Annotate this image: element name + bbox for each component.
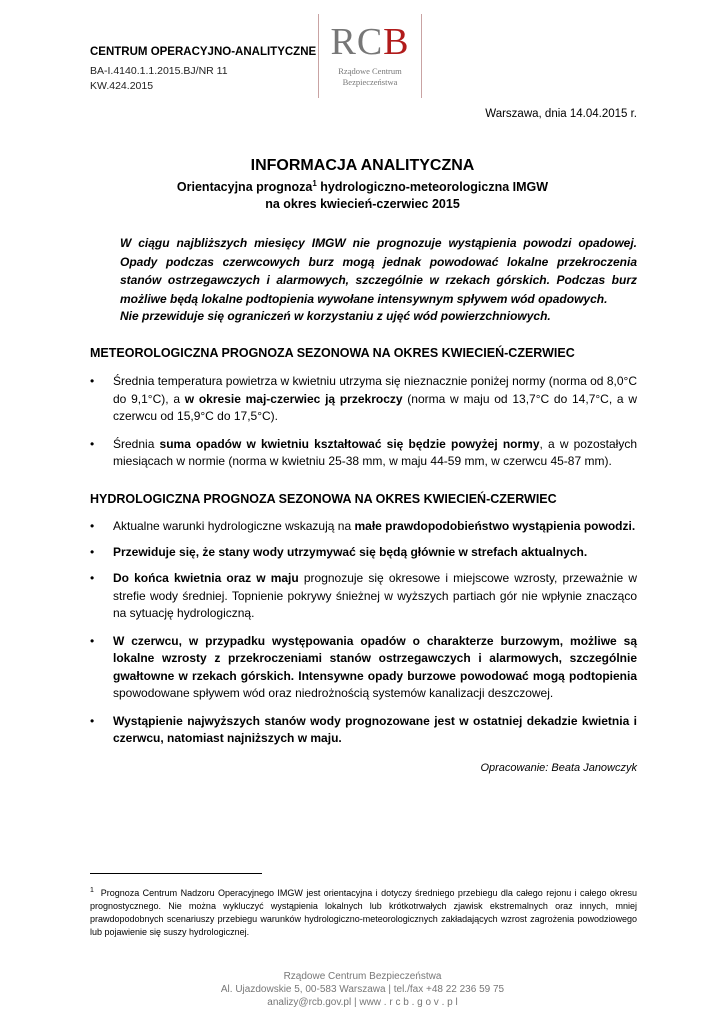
rcb-logo xyxy=(318,14,422,98)
meteo-item2-text-a: Średnia xyxy=(113,436,160,451)
page-footer xyxy=(0,970,725,1009)
document-title: INFORMACJA ANALITYCZNA xyxy=(250,157,475,174)
list-item xyxy=(90,373,637,426)
hydro-item3-text: prognozuje się okresowe i miejscowe wzrosty, przeważnie w strefie wody średniej. Topnienie pokrywy śnieżnej w wyższych partiach gór nie wpłynie znacząco na sytuację hydrologiczną. xyxy=(113,571,638,620)
subtitle-line1b: hydrologiczno-meteorologiczna IMGW xyxy=(316,180,549,195)
case-number: KW.424.2015 xyxy=(90,80,154,92)
footnote-divider xyxy=(90,873,262,874)
hydro-item4-text: spowodowane spływem wód oraz niedrożnością systemów kanalizacji deszczowej. xyxy=(113,686,554,700)
meteo-section-heading: METEOROLOGICZNA PROGNOZA SEZONOWA NA OKRES KWIECIEŃ-CZERWIEC xyxy=(90,346,575,360)
list-item xyxy=(90,633,637,703)
date-line: Warszawa, dnia 14.04.2015 r. xyxy=(485,108,637,120)
hydro-bullet-list xyxy=(90,518,637,748)
hydro-item3-bold: Do końca kwietnia oraz w maju xyxy=(113,571,299,585)
footnote xyxy=(90,884,637,939)
bullet-glyph: • xyxy=(90,544,95,559)
logo-mark-rc: RC xyxy=(330,21,384,63)
meteo-item2-bold: suma opadów w kwietniu kształtować się będzie powyżej normy xyxy=(159,436,540,451)
meteo-bullet-list xyxy=(90,373,637,471)
footnote-mark: 1 xyxy=(90,887,94,894)
footer-address: Al. Ujazdowskie 5, 00-583 Warszawa | tel./fax +48 22 236 59 75 xyxy=(220,984,505,995)
logo-subtitle-line2: Bezpieczeństwa xyxy=(342,77,398,87)
subtitle-line1a: Orientacyjna prognoza xyxy=(176,180,313,195)
organization-name: CENTRUM OPERACYJNO-ANALITYCZNE xyxy=(90,46,317,58)
list-item xyxy=(90,713,637,748)
hydro-item2-bold: Przewiduje się, że stany wody utrzymywać się będą głównie w strefach aktualnych. xyxy=(113,544,588,559)
list-item xyxy=(90,518,637,536)
logo-subtitle xyxy=(319,66,421,88)
lead-paragraph: W ciągu najbliższych miesięcy IMGW nie prognozuje wystąpienia powodzi opadowej. Opady podczas czerwcowych burz mogą jednak powodować lokalne przekroczenia stanów ostrzegawczych i alarmowych, szczególnie w rzekach górskich. Podczas burz możliwe będą lokalne podtopienia wywołane intensywnym spływem wód opadowych. xyxy=(120,236,637,306)
reference-number: BA-I.4140.1.1.2015.BJ/NR 11 xyxy=(90,65,228,77)
bullet-glyph: • xyxy=(90,374,95,388)
hydro-item4-bold: W czerwcu, w przypadku występowania opadów o charakterze burzowym, możliwe są lokalne wzrosty z przekroczeniami stanów ostrzegawczych i alarmowych, szczególnie gwałtowne w rzekach górskich. Intensywne opady burzowe powodować mogą podtopienia xyxy=(113,633,637,683)
list-item xyxy=(90,436,637,471)
meteo-item1-text-a: Średnia temperatura powietrza w kwietniu utrzyma się nieznacznie poniżej normy (norma od 8,0°C do 9,1°C), a xyxy=(113,374,637,406)
hydro-item1-text-a: Aktualne warunki hydrologiczne wskazują na xyxy=(113,519,355,533)
bullet-glyph: • xyxy=(90,519,95,533)
document-subtitle xyxy=(90,175,635,196)
meteo-item1-bold: w okresie maj-czerwiec ją przekroczy xyxy=(184,391,403,406)
bullet-glyph: • xyxy=(90,713,95,728)
meteo-item1-text-c: (norma w maju od 13,7°C do 14,7°C, a w czerwcu od 15,9°C do 17,5°C). xyxy=(113,391,638,423)
list-item xyxy=(90,544,637,562)
bullet-glyph: • xyxy=(90,436,95,451)
meteo-item2-text-c: , a w pozostałych miesiącach w normie (norma w kwietniu 25-38 mm, w maju 44-59 mm, w czerwcu 45-87 mm). xyxy=(113,436,638,468)
bullet-glyph: • xyxy=(90,633,95,648)
list-item xyxy=(90,570,637,623)
hydro-item1-bold: małe prawdopodobieństwo wystąpienia powodzi. xyxy=(354,519,636,533)
footer-contact[interactable]: analizy@rcb.gov.pl | www . r c b . g o v . p l xyxy=(267,997,458,1008)
subtitle-line2: na okres kwiecień-czerwiec 2015 xyxy=(265,197,460,212)
bullet-glyph: • xyxy=(90,571,95,585)
logo-subtitle-line1: Rządowe Centrum xyxy=(338,66,402,76)
hydro-section-heading: HYDROLOGICZNA PROGNOZA SEZONOWA NA OKRES KWIECIEŃ-CZERWIEC xyxy=(90,492,557,506)
logo-mark-b: B xyxy=(383,21,410,63)
title-block xyxy=(90,156,635,213)
lead-paragraph-2: Nie przewiduje się ograniczeń w korzystaniu z ujęć wód powierzchniowych. xyxy=(120,309,551,323)
footer-org: Rządowe Centrum Bezpieczeństwa xyxy=(283,971,442,982)
hydro-item5-bold: Wystąpienie najwyższych stanów wody prognozowane jest w ostatniej dekadzie kwietnia i czerwcu, natomiast najniższych w maju. xyxy=(113,713,637,745)
footnote-text: Prognoza Centrum Nadzoru Operacyjnego IMGW jest orientacyjna i dotyczy średniego przebiegu dla całego rejonu i całego okresu prognostycznego. Nie można wykluczyć wystąpienia lokalnych lub krótkotrwałych zjawisk ekstremalnych oraz innych, mniej prawdopodobnych scenariuszy przebiegu warunków hydrologiczno-meteorologicznych zakładających wzrost zagrożenia powodziowego lub pojawienie się suszy hydrologicznej. xyxy=(90,888,637,937)
footnote-reference: 1 xyxy=(312,179,317,188)
author-credit: Opracowanie: Beata Janowczyk xyxy=(480,762,637,774)
logo-mark xyxy=(319,22,421,62)
